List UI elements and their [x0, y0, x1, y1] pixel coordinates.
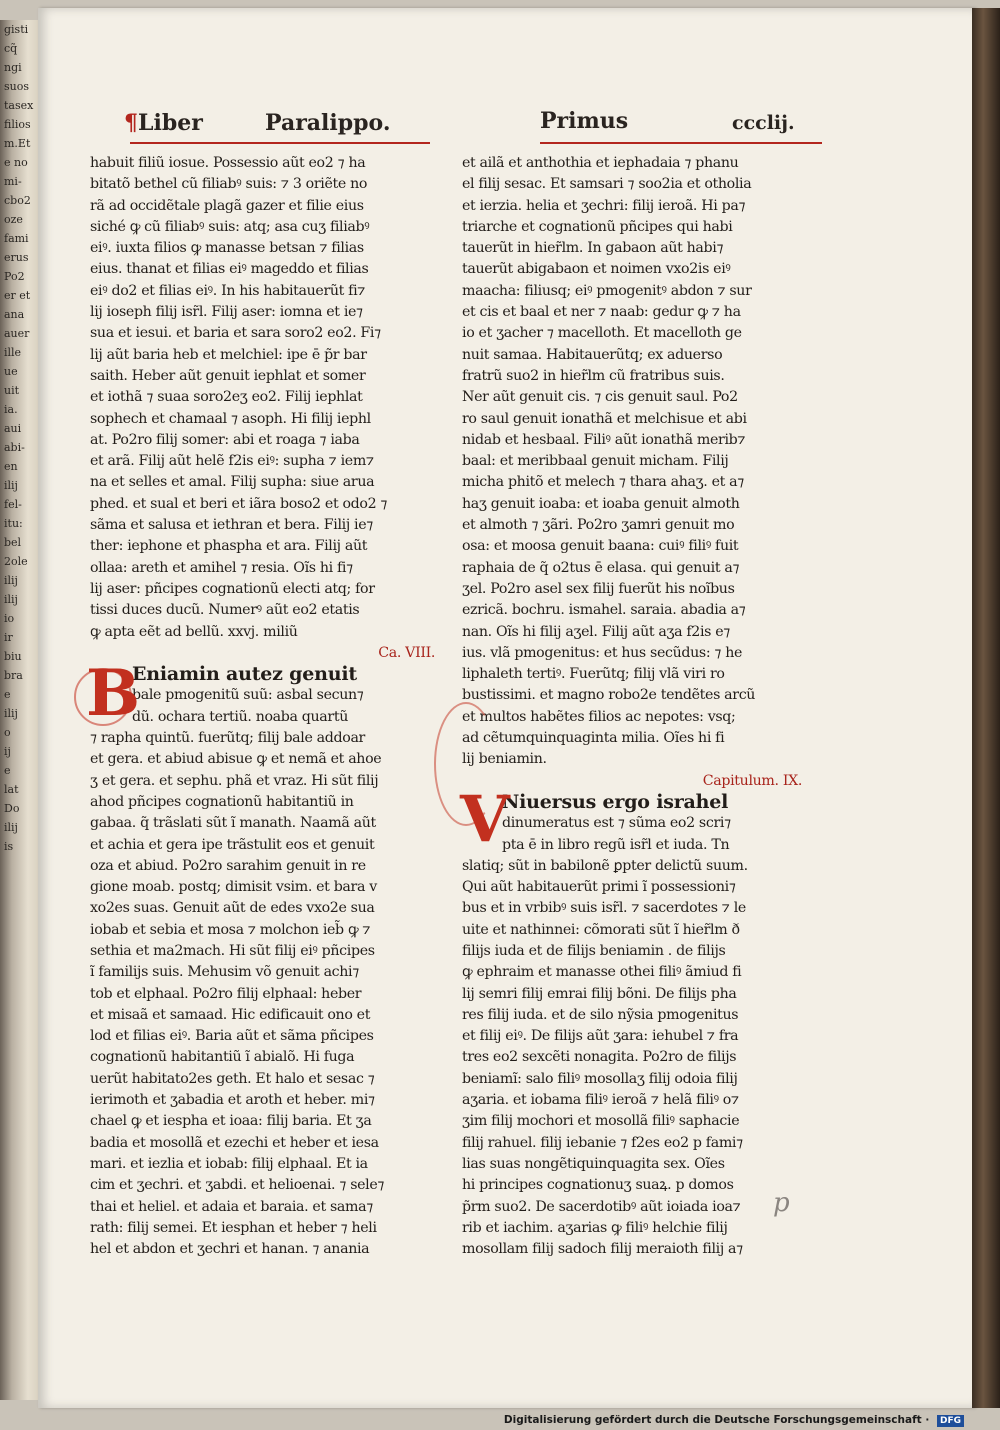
text-line: sophech et chamaal ⁊ asoph. Hi filij iephl: [90, 410, 371, 427]
text-line: Qui aũt habitauerũt primi ĩ possessioni⁊: [462, 879, 736, 896]
text-line: bustissimi. et magno robo2e tendẽtes arcũ: [462, 687, 756, 704]
edge-fragment: cbo2: [4, 194, 31, 207]
edge-fragment: ilij: [4, 574, 18, 587]
text-line: tres eo2 sexcẽti nonagita. Po2ro de filijs: [462, 1049, 737, 1066]
text-line: baal: et meribbaal genuit micham. Filij: [462, 453, 729, 470]
header-primus: Primus: [540, 108, 629, 134]
text-line: et arã. Filij aũt helẽ f2is eiꝰ: supha ⁊ iem⁊: [90, 453, 374, 470]
text-line: chael ꝙ et iespha et ioaa: filij baria. Et ʒa: [90, 1113, 372, 1130]
edge-fragment: en: [4, 460, 18, 473]
footer-separator: ·: [925, 1414, 933, 1426]
chapter-8-label: Ca. VIII.: [378, 644, 435, 661]
text-line: raphaia de q̃ o2tus ē elasa. qui genuit a⁊: [462, 559, 740, 576]
text-line: rath: filij semei. Et iesphan et heber ⁊ heli: [90, 1219, 377, 1236]
text-line: ʒim filij mochori et mosollã filiꝰ saphacie: [462, 1113, 740, 1130]
text-line: ierimoth et ʒabadia et aroth et heber. mi⁊: [90, 1092, 375, 1109]
chapter-9-label: Capitulum. IX.: [702, 772, 802, 789]
text-line: oza et abiud. Po2ro sarahim genuit in re: [90, 857, 366, 874]
text-line: hel et abdon et ʒechri et hanan. ⁊ anania: [90, 1241, 370, 1258]
edge-fragment: ilij: [4, 821, 18, 834]
text-line: ʒ et gera. et sephu. phã et vraz. Hi sũt filij: [90, 772, 379, 789]
text-line: thai et heliel. et adaia et baraia. et sama⁊: [90, 1198, 373, 1215]
edge-fragment: e no: [4, 156, 28, 169]
edge-fragment: ilij: [4, 479, 18, 492]
footer-credit: Digitalisierung gefördert durch die Deutsche Forschungsgemeinschaft: [503, 1414, 922, 1426]
edge-fragment: lat: [4, 783, 19, 796]
edge-fragment: ia.: [4, 403, 18, 416]
text-line: gione moab. postq; dimisit vsim. et bara v: [90, 879, 377, 896]
edge-fragment: e: [4, 688, 11, 701]
chapter-label-line: [90, 643, 435, 664]
text-line: lod et filias eiꝰ. Baria aũt et sãma pñcipes: [90, 1028, 374, 1045]
text-line: sua et iesui. et baria et sara soro2 eo2. Fi⁊: [90, 325, 381, 342]
edge-fragment: ue: [4, 365, 18, 378]
edge-fragment: gisti: [4, 23, 29, 36]
dfg-logo: DFG: [937, 1415, 964, 1427]
text-line: et filij eiꝰ. De filijs aũt ʒara: iehubel ⁊ fra: [462, 1028, 739, 1045]
text-line: lias suas nongẽtiquinquagita sex. Oĩes: [462, 1155, 725, 1172]
text-line: et misaã et samaad. Hic edificauit ono et: [90, 1006, 371, 1023]
text-line: dũ. ochara tertiũ. noaba quartũ: [132, 708, 348, 725]
left-column-top: [90, 153, 435, 643]
text-line: et ierzia. helia et ʒechri: filij ieroã. Hi pa⁊: [462, 197, 746, 214]
text-line: saith. Heber aũt genuit iephlat et somer: [90, 367, 366, 384]
edge-fragment: erus: [4, 251, 29, 264]
text-line: nidab et hesbaal. Filiꝰ aũt ionathã merib⁊: [462, 431, 746, 448]
initial-v-flourish: [434, 702, 498, 826]
paragraph-mark: ¶: [124, 110, 138, 136]
text-line: res filij iuda. et de silo nỹsia pmogenitus: [462, 1006, 739, 1023]
initial-b-flourish: [74, 668, 132, 726]
edge-fragment: fel-: [4, 498, 22, 511]
edge-fragment: fami: [4, 232, 29, 245]
book-page: [38, 8, 974, 1408]
digitization-footer: [504, 1414, 964, 1426]
text-line: lij ioseph filij isr̃l. Filij aser: iomna et ie⁊: [90, 304, 363, 321]
edge-fragment: uit: [4, 384, 20, 397]
text-line: ĩ familijs suis. Mehusim võ genuit achi⁊: [90, 964, 359, 981]
edge-fragment: ana: [4, 308, 25, 321]
text-line: ius. vlã pmogenitus: et hus secũdus: ⁊ he: [462, 644, 743, 661]
text-line: aʒaria. et iobama filiꝰ ieroã ⁊ helã filiꝰ o⁊: [462, 1092, 739, 1109]
text-line: lij aser: pñcipes cognationũ electi atq; for: [90, 580, 375, 597]
edge-fragment: ir: [4, 631, 13, 644]
edge-fragment: o: [4, 726, 11, 739]
edge-fragment: is: [4, 840, 14, 853]
text-line: et almoth ⁊ ʒãri. Po2ro ʒamri genuit mo: [462, 517, 735, 534]
text-line: triarche et cognationũ pñcipes qui habi: [462, 218, 733, 235]
edge-fragment: bra: [4, 669, 23, 682]
text-line: at. Po2ro filij somer: abi et roaga ⁊ iaba: [90, 431, 360, 448]
text-line: haʒ genuit ioaba: et ioaba genuit almoth: [462, 495, 740, 512]
text-line: uerũt habitato2es geth. Et halo et sesac ⁊: [90, 1070, 375, 1087]
text-line: Ner aũt genuit cis. ⁊ cis genuit saul. Po2: [462, 389, 738, 406]
chapter-9-start: [460, 781, 802, 857]
right-column-indented: [502, 813, 802, 856]
text-line: ezricã. bochru. ismahel. saraia. abadia a⁊: [462, 602, 746, 619]
folio-number: ccclij.: [732, 112, 795, 134]
text-line: bus et in vrbibꝰ suis isr̃l. ⁊ sacerdotes ⁊ le: [462, 900, 746, 917]
text-line: el filij sesac. Et samsari ⁊ soo2ia et otholia: [462, 176, 752, 193]
text-line: et multos habẽtes filios ac nepotes: vsq;: [462, 708, 736, 725]
text-line: phed. et sual et beri et iãra boso2 et odo2 ⁊: [90, 495, 388, 512]
right-column-top: [462, 153, 802, 771]
edge-fragment: cq̃: [4, 42, 18, 55]
text-line: tissi duces ducũ. Numerꝰ aũt eo2 etatis: [90, 602, 360, 619]
text-line: lij semri filij emrai filij bõni. De filijs pha: [462, 985, 737, 1002]
chapter-8-heading: Eniamin autez genuit: [132, 664, 357, 686]
text-line: uite et nathinnei: cõmorati sũt ĩ hier̃lm ð: [462, 921, 740, 938]
edge-fragment: er et: [4, 289, 31, 302]
text-line: xo2es suas. Genuit aũt de edes vxo2e sua: [90, 900, 375, 917]
pencil-annotation: p: [773, 1188, 790, 1218]
edge-fragment: abi-: [4, 441, 25, 454]
text-line: bitatõ bethel cũ filiabꝰ suis: ⁊ 3 oriẽte no: [90, 176, 368, 193]
header-rule-right: [540, 142, 822, 144]
edge-fragment: itu:: [4, 517, 23, 530]
edge-fragment: m.Et: [4, 137, 31, 150]
edge-fragment: ngi: [4, 61, 22, 74]
text-line: siché ꝙ cũ filiabꝰ suis: atq; asa cuʒ filiabꝰ: [90, 218, 370, 235]
edge-fragment: Do: [4, 802, 20, 815]
chapter-9-heading: Niuersus ergo israhel: [502, 791, 729, 813]
text-line: fratrũ suo2 in hier̃lm cũ fratribus suis.: [462, 367, 725, 384]
text-line: gabaa. q̃ trãslati sũt ĩ manath. Naamã aũt: [90, 815, 376, 832]
left-column-bottom: [90, 728, 435, 1260]
initial-v: V: [460, 781, 510, 857]
header-rule-left: [130, 142, 430, 144]
edge-fragment: aui: [4, 422, 22, 435]
text-line: et iothã ⁊ suaa soro2eʒ eo2. Filij iephlat: [90, 389, 363, 406]
text-line: tob et elphaal. Po2ro filij elphaal: heber: [90, 985, 362, 1002]
edge-fragment: e: [4, 764, 11, 777]
edge-fragment: oze: [4, 213, 23, 226]
text-line: sãma et salusa et iethran et bera. Filij ie⁊: [90, 517, 373, 534]
text-line: et ailã et anthothia et iephadaia ⁊ phanu: [462, 155, 739, 171]
text-line: beniamĩ: salo filiꝰ mosollaʒ filij odoia filij: [462, 1070, 738, 1087]
text-line: nuit samaa. Habitauerũtq; ex aduerso: [462, 346, 723, 363]
left-column: [86, 153, 435, 1260]
text-line: cognationũ habitantiũ ĩ abialõ. Hi fuga: [90, 1049, 355, 1066]
edge-fragment: auer: [4, 327, 30, 340]
text-line: filijs iuda et de filijs beniamin . de filijs: [462, 942, 726, 959]
text-line: et gera. et abiud abisue ꝙ et nemã et ahoe: [90, 751, 382, 768]
text-line: rã ad occidẽtale plagã gazer et filie eius: [90, 197, 364, 214]
text-line: maacha: filiusq; eiꝰ pmogenitꝰ abdon ⁊ sur: [462, 282, 752, 299]
edge-fragment: tasex: [4, 99, 34, 112]
text-line: ʒel. Po2ro asel sex filij fuerũt his noĩbus: [462, 580, 735, 597]
text-line: osa: et moosa genuit baana: cuiꝰ filiꝰ fuit: [462, 538, 739, 555]
text-line: habuit filiũ iosue. Possessio aũt eo2 ⁊ ha: [90, 155, 366, 171]
text-line: hi principes cognationuʒ suaꝝ. p domos: [462, 1177, 734, 1194]
text-line: ahod pñcipes cognationũ habitantiũ in: [90, 793, 354, 810]
left-page-edge: [0, 20, 40, 1400]
text-line: mari. et iezlia et iobab: filij elphaal. Et ia: [90, 1155, 368, 1172]
text-line: lij beniamin.: [462, 751, 547, 768]
text-line: rib et iachim. aʒarias ꝙ filiꝰ helchie filij: [462, 1219, 728, 1236]
left-column-indented: [132, 685, 435, 728]
running-header: [110, 106, 850, 146]
right-column: [462, 153, 802, 1260]
header-liber: [124, 110, 203, 136]
edge-fragment: mi-: [4, 175, 22, 188]
text-line: eius. thanat et filias eiꝰ mageddo et filias: [90, 261, 369, 278]
text-line: et achia et gera ipe trãstulit eos et genuit: [90, 836, 375, 853]
edge-fragment: ille: [4, 346, 22, 359]
text-line: iobab et sebia et mosa ⁊ molchon ieb̃ ꝙ ⁊: [90, 921, 371, 938]
initial-b: B: [86, 656, 140, 732]
text-line: cim et ʒechri. et ʒabdi. et helioenai. ⁊ sele⁊: [90, 1177, 385, 1194]
text-line: eiꝰ do2 et filias eiꝰ. In his habitauerũt fi⁊: [90, 282, 366, 299]
text-line: io et ʒacher ⁊ macelloth. Et macelloth ge: [462, 325, 742, 342]
text-line: badia et mosollã et ezechi et heber et iesa: [90, 1134, 379, 1151]
text-line: et cis et baal et ner ⁊ naab: gedur ꝙ ⁊ ha: [462, 304, 741, 321]
text-line: bale pmogenitũ suũ: asbal secun⁊: [132, 687, 364, 704]
edge-fragment: suos: [4, 80, 29, 93]
text-line: na et selles et amal. Filij supha: siue arua: [90, 474, 375, 491]
text-line: ollaa: areth et amihel ⁊ resia. Oĩs hi fi⁊: [90, 559, 353, 576]
edge-fragment: filios: [4, 118, 31, 131]
text-line: nan. Oĩs hi filij aʒel. Filij aũt aʒa f2is e⁊: [462, 623, 731, 640]
header-title: Paralippo.: [265, 110, 391, 136]
chapter-8-start: [86, 656, 435, 732]
edge-fragment: ij: [4, 745, 11, 758]
text-line: slatiq; sũt in babilonẽ ꝑpter delictũ suum.: [462, 857, 748, 874]
text-line: p̃rm suo2. De sacerdotibꝰ aũt ioiada ioa⁊: [462, 1198, 741, 1215]
header-left-word: Liber: [138, 110, 203, 136]
text-line: dinumeratus est ⁊ sũma eo2 scri⁊: [502, 815, 731, 832]
edge-fragment: biu: [4, 650, 22, 663]
text-line: pta ē in libro regũ isr̃l et iuda. Tn: [502, 836, 730, 853]
edge-fragment: io: [4, 612, 15, 625]
chapter-label-line-9: [462, 771, 802, 792]
text-line: mosollam filij sadoch filij meraioth filij a⁊: [462, 1241, 743, 1258]
text-line: ⁊ rapha quintũ. fuerũtq; filij bale addoar: [90, 730, 365, 747]
right-column-bottom: [462, 856, 802, 1261]
text-line: ꝙ apta eẽt ad bellũ. xxvj. miliũ: [90, 623, 298, 640]
right-book-edge: [972, 8, 1000, 1408]
text-line: micha phitõ et melech ⁊ thara ahaʒ. et a⁊: [462, 474, 744, 491]
edge-fragment: 2ole: [4, 555, 28, 568]
text-line: tauerũt abigabaon et noimen vxo2is eiꝰ: [462, 261, 731, 278]
edge-fragment: ilij: [4, 707, 18, 720]
text-line: filij rahuel. filij iebanie ⁊ f2es eo2 p fami⁊: [462, 1134, 743, 1151]
text-line: ꝙ ephraim et manasse othei filiꝰ ãmiud fi: [462, 964, 742, 981]
edge-fragment: bel: [4, 536, 22, 549]
text-line: ther: iephone et phaspha et ara. Filij aũt: [90, 538, 368, 555]
text-line: tauerũt in hier̃lm. In gabaon aũt habi⁊: [462, 240, 724, 257]
edge-fragment: ilij: [4, 593, 18, 606]
text-line: sethia et ma2mach. Hi sũt filij eiꝰ pñcipes: [90, 942, 375, 959]
text-line: ro saul genuit ionathã et melchisue et abi: [462, 410, 747, 427]
text-line: eiꝰ. iuxta filios ꝙ manasse betsan ⁊ filias: [90, 240, 364, 257]
text-line: liphaleth tertiꝰ. Fuerũtq; filij vlã viri ro: [462, 666, 725, 683]
text-line: ad cẽtumquinquaginta milia. Oĩes hi fi: [462, 730, 725, 747]
text-line: lij aũt baria heb et melchiel: ipe ē p̃r bar: [90, 346, 367, 363]
edge-fragment: Po2: [4, 270, 25, 283]
